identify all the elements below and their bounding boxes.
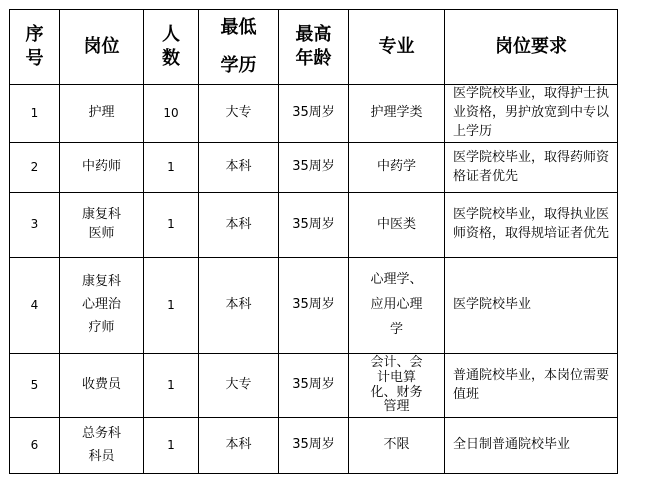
row-major-line: 会计、会: [370, 354, 423, 370]
row-major-line: 化、财务: [370, 384, 423, 400]
row-major: [349, 418, 445, 474]
row-major-line: 心理学、: [370, 272, 423, 288]
row-edu: 本科: [199, 143, 279, 193]
row-req: 全日制普通院校毕业: [445, 418, 618, 474]
row-post: [60, 85, 144, 143]
header-age-line1: 最高: [295, 23, 332, 45]
header-seq: [10, 10, 60, 85]
header-age-line2: 年龄: [295, 48, 332, 69]
row-age: 35周岁: [279, 418, 349, 474]
row-edu: 大专: [199, 85, 279, 143]
row-major-line: 护理学类: [370, 105, 423, 121]
header-count-line1: 人: [162, 23, 180, 45]
row-edu: 本科: [199, 418, 279, 474]
row-count: 1: [144, 418, 199, 474]
row-seq: 2: [10, 143, 60, 193]
header-post: [60, 10, 144, 85]
row-post-line: 医师: [88, 226, 115, 241]
table-row: [10, 418, 618, 474]
header-seq-line1: 序: [25, 23, 44, 45]
header-major-label: 专业: [378, 35, 415, 57]
row-major-line: 不限: [383, 437, 410, 453]
header-edu-line1: 最低: [220, 16, 257, 38]
row-req: 医学院校毕业，取得药师资格证者优先: [445, 143, 618, 193]
row-post-line: 收费员: [81, 377, 121, 393]
row-seq: 1: [10, 85, 60, 143]
row-count: 1: [144, 354, 199, 418]
row-edu: 大专: [199, 354, 279, 418]
row-age: 35周岁: [279, 143, 349, 193]
row-seq: 6: [10, 418, 60, 474]
row-major: [349, 85, 445, 143]
row-age: 35周岁: [279, 193, 349, 258]
row-post-line: 总务科: [81, 425, 121, 441]
row-age: 35周岁: [279, 258, 349, 354]
row-post: [60, 354, 144, 418]
header-req-label: 岗位要求: [495, 35, 567, 57]
row-post: [60, 143, 144, 193]
recruitment-table: [9, 9, 618, 474]
row-major-line: 应用心理: [370, 297, 423, 313]
row-req: 医学院校毕业，取得执业医师资格，取得规培证者优先: [445, 193, 618, 258]
row-age: 35周岁: [279, 354, 349, 418]
row-count: 1: [144, 193, 199, 258]
header-edu-line2: 学历: [220, 55, 257, 76]
row-major-line: 学: [389, 321, 403, 337]
row-req: 医学院校毕业，取得护士执业资格，男护放宽到中专以上学历: [445, 85, 618, 143]
table-row: [10, 258, 618, 354]
row-major: [349, 258, 445, 354]
row-post: [60, 258, 144, 354]
row-post-line: 心理治: [81, 297, 121, 313]
row-req: 普通院校毕业，本岗位需要值班: [445, 354, 618, 418]
row-major: [349, 193, 445, 258]
row-major-line: 计电算: [376, 369, 416, 385]
header-seq-line2: 号: [25, 48, 44, 69]
table-row: [10, 354, 618, 418]
row-age: 35周岁: [279, 85, 349, 143]
row-count: 10: [144, 85, 199, 143]
header-count-line2: 数: [162, 48, 180, 69]
row-post-line: 康复科: [81, 274, 121, 290]
row-req: 医学院校毕业: [445, 258, 618, 354]
table-row: [10, 143, 618, 193]
header-edu: [199, 10, 279, 85]
header-count: [144, 10, 199, 85]
table-row: [10, 85, 618, 143]
row-post-line: 康复科: [81, 207, 121, 223]
row-post-line: 中药师: [81, 159, 121, 175]
row-major: [349, 354, 445, 418]
row-seq: 4: [10, 258, 60, 354]
header-row: [10, 10, 618, 85]
table-row: [10, 193, 618, 258]
row-edu: 本科: [199, 258, 279, 354]
header-req: [445, 10, 618, 85]
row-post-line: 科员: [88, 448, 115, 464]
header-post-label: 岗位: [83, 35, 120, 57]
header-major: [349, 10, 445, 85]
row-major-line: 管理: [383, 399, 410, 415]
row-post: [60, 418, 144, 474]
row-major-line: 中药学: [376, 159, 416, 175]
row-edu: 本科: [199, 193, 279, 258]
header-age: [279, 10, 349, 85]
row-count: 1: [144, 143, 199, 193]
row-post: [60, 193, 144, 258]
row-major: [349, 143, 445, 193]
row-seq: 3: [10, 193, 60, 258]
row-post-line: 护理: [88, 105, 115, 121]
row-seq: 5: [10, 354, 60, 418]
row-major-line: 中医类: [376, 216, 416, 232]
row-count: 1: [144, 258, 199, 354]
row-post-line: 疗师: [88, 319, 115, 335]
